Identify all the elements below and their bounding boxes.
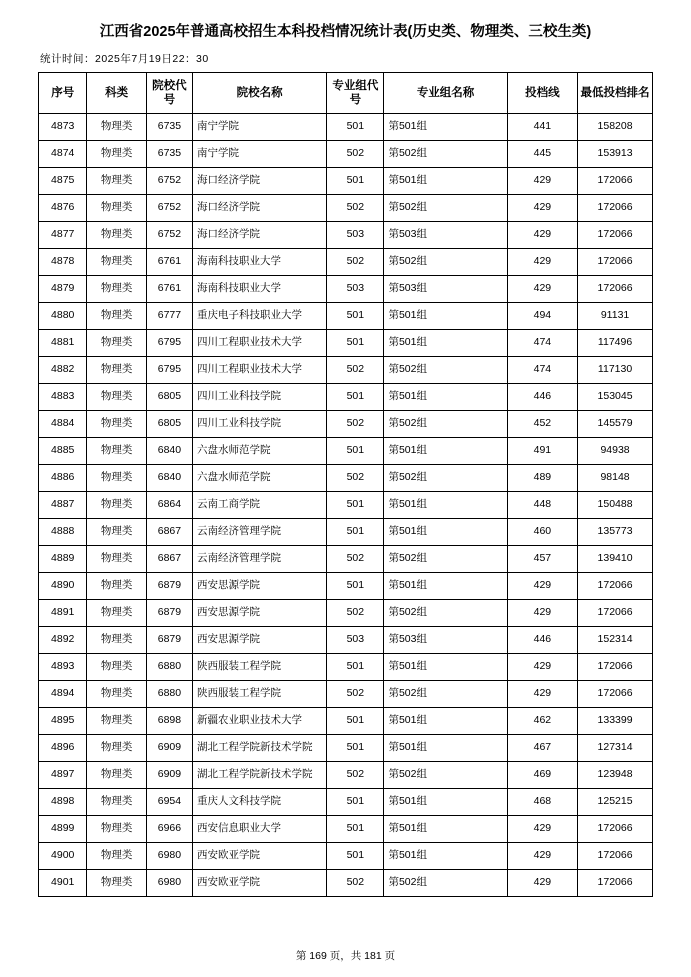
cell-lowest-rank: 172066	[578, 573, 653, 600]
cell-major-group-code: 501	[327, 519, 384, 546]
cell-school-code: 6966	[146, 816, 192, 843]
page-title: 江西省2025年普通高校招生本科投档情况统计表(历史类、物理类、三校生类)	[99, 24, 592, 40]
cell-major-group-code: 501	[327, 708, 384, 735]
cell-category: 物理类	[87, 168, 146, 195]
cell-lowest-rank: 91131	[578, 303, 653, 330]
table-row	[39, 816, 653, 843]
cell-school-name: 陕西服装工程学院	[193, 654, 327, 681]
cell-index: 4881	[39, 330, 87, 357]
cell-score-line: 429	[507, 168, 577, 195]
table-row	[39, 600, 653, 627]
cell-major-group-code: 501	[327, 303, 384, 330]
cell-school-name: 六盘水师范学院	[193, 438, 327, 465]
cell-lowest-rank: 172066	[578, 654, 653, 681]
cell-school-code: 6761	[146, 249, 192, 276]
cell-school-name: 海南科技职业大学	[193, 276, 327, 303]
table-row	[39, 276, 653, 303]
cell-category: 物理类	[87, 141, 146, 168]
cell-school-code: 6840	[146, 465, 192, 492]
cell-major-group-name: 第502组	[384, 546, 507, 573]
cell-lowest-rank: 153913	[578, 141, 653, 168]
cell-lowest-rank: 145579	[578, 411, 653, 438]
cell-lowest-rank: 139410	[578, 546, 653, 573]
cell-school-name: 南宁学院	[193, 141, 327, 168]
table-row	[39, 519, 653, 546]
cell-major-group-code: 502	[327, 465, 384, 492]
column-header-lowest-rank: 最低投档排名	[578, 73, 653, 114]
cell-score-line: 467	[507, 735, 577, 762]
cell-category: 物理类	[87, 114, 146, 141]
cell-category: 物理类	[87, 357, 146, 384]
cell-major-group-name: 第502组	[384, 681, 507, 708]
cell-score-line: 429	[507, 276, 577, 303]
cell-major-group-code: 501	[327, 330, 384, 357]
cell-index: 4896	[39, 735, 87, 762]
cell-lowest-rank: 98148	[578, 465, 653, 492]
cell-score-line: 429	[507, 600, 577, 627]
cell-major-group-name: 第501组	[384, 573, 507, 600]
cell-school-code: 6954	[146, 789, 192, 816]
table-row	[39, 546, 653, 573]
cell-major-group-name: 第501组	[384, 330, 507, 357]
cell-category: 物理类	[87, 762, 146, 789]
cell-category: 物理类	[87, 411, 146, 438]
cell-school-code: 6752	[146, 222, 192, 249]
cell-school-code: 6880	[146, 654, 192, 681]
cell-index: 4883	[39, 384, 87, 411]
cell-major-group-name: 第501组	[384, 384, 507, 411]
cell-school-name: 西安欧亚学院	[193, 843, 327, 870]
cell-major-group-name: 第503组	[384, 276, 507, 303]
cell-score-line: 429	[507, 573, 577, 600]
cell-school-code: 6735	[146, 141, 192, 168]
cell-index: 4901	[39, 870, 87, 897]
cell-school-name: 云南经济管理学院	[193, 546, 327, 573]
table-row	[39, 735, 653, 762]
cell-major-group-code: 503	[327, 276, 384, 303]
cell-index: 4879	[39, 276, 87, 303]
cell-category: 物理类	[87, 465, 146, 492]
cell-major-group-name: 第502组	[384, 141, 507, 168]
cell-school-name: 四川工业科技学院	[193, 411, 327, 438]
cell-major-group-code: 501	[327, 492, 384, 519]
cell-category: 物理类	[87, 249, 146, 276]
cell-major-group-code: 502	[327, 411, 384, 438]
column-header-score-line: 投档线	[507, 73, 577, 114]
cell-major-group-name: 第501组	[384, 654, 507, 681]
cell-index: 4882	[39, 357, 87, 384]
cell-score-line: 462	[507, 708, 577, 735]
cell-category: 物理类	[87, 222, 146, 249]
cell-school-code: 6752	[146, 168, 192, 195]
table-row	[39, 303, 653, 330]
table-row	[39, 357, 653, 384]
column-header-category: 科类	[87, 73, 146, 114]
cell-category: 物理类	[87, 843, 146, 870]
admission-table	[38, 72, 653, 897]
table-row	[39, 465, 653, 492]
cell-major-group-name: 第502组	[384, 195, 507, 222]
cell-major-group-name: 第502组	[384, 249, 507, 276]
cell-score-line: 457	[507, 546, 577, 573]
cell-school-name: 海南科技职业大学	[193, 249, 327, 276]
cell-major-group-code: 502	[327, 195, 384, 222]
cell-school-code: 6761	[146, 276, 192, 303]
cell-major-group-code: 501	[327, 789, 384, 816]
table-row	[39, 114, 653, 141]
cell-major-group-code: 503	[327, 627, 384, 654]
cell-major-group-code: 501	[327, 816, 384, 843]
table-row	[39, 627, 653, 654]
cell-school-name: 新疆农业职业技术大学	[193, 708, 327, 735]
cell-school-code: 6752	[146, 195, 192, 222]
cell-index: 4893	[39, 654, 87, 681]
cell-index: 4873	[39, 114, 87, 141]
cell-school-code: 6735	[146, 114, 192, 141]
cell-school-code: 6864	[146, 492, 192, 519]
cell-major-group-name: 第501组	[384, 303, 507, 330]
table-row	[39, 249, 653, 276]
cell-lowest-rank: 172066	[578, 222, 653, 249]
cell-major-group-name: 第501组	[384, 816, 507, 843]
table-row	[39, 492, 653, 519]
cell-index: 4884	[39, 411, 87, 438]
cell-school-code: 6879	[146, 600, 192, 627]
cell-lowest-rank: 172066	[578, 600, 653, 627]
cell-major-group-code: 502	[327, 681, 384, 708]
cell-lowest-rank: 152314	[578, 627, 653, 654]
cell-school-name: 四川工程职业技术大学	[193, 330, 327, 357]
cell-school-name: 重庆电子科技职业大学	[193, 303, 327, 330]
table-row	[39, 384, 653, 411]
cell-major-group-code: 503	[327, 222, 384, 249]
cell-index: 4892	[39, 627, 87, 654]
cell-school-name: 西安思源学院	[193, 573, 327, 600]
table-row	[39, 222, 653, 249]
table-row	[39, 843, 653, 870]
cell-score-line: 469	[507, 762, 577, 789]
cell-lowest-rank: 125215	[578, 789, 653, 816]
table-row	[39, 762, 653, 789]
cell-score-line: 429	[507, 870, 577, 897]
cell-index: 4894	[39, 681, 87, 708]
cell-score-line: 445	[507, 141, 577, 168]
table-row	[39, 330, 653, 357]
cell-category: 物理类	[87, 330, 146, 357]
cell-index: 4878	[39, 249, 87, 276]
cell-score-line: 460	[507, 519, 577, 546]
cell-major-group-code: 501	[327, 573, 384, 600]
cell-school-name: 湖北工程学院新技术学院	[193, 735, 327, 762]
cell-score-line: 429	[507, 816, 577, 843]
cell-major-group-name: 第501组	[384, 114, 507, 141]
cell-score-line: 489	[507, 465, 577, 492]
cell-index: 4900	[39, 843, 87, 870]
table-row	[39, 195, 653, 222]
cell-major-group-name: 第501组	[384, 735, 507, 762]
cell-score-line: 474	[507, 357, 577, 384]
cell-category: 物理类	[87, 492, 146, 519]
cell-major-group-name: 第501组	[384, 708, 507, 735]
cell-lowest-rank: 117496	[578, 330, 653, 357]
cell-school-code: 6898	[146, 708, 192, 735]
cell-lowest-rank: 172066	[578, 816, 653, 843]
cell-category: 物理类	[87, 303, 146, 330]
cell-major-group-code: 501	[327, 843, 384, 870]
cell-category: 物理类	[87, 519, 146, 546]
cell-index: 4886	[39, 465, 87, 492]
cell-major-group-name: 第501组	[384, 492, 507, 519]
cell-category: 物理类	[87, 195, 146, 222]
cell-index: 4887	[39, 492, 87, 519]
column-header-major-group-name: 专业组名称	[384, 73, 507, 114]
page-footer: 第 169 页，共 181 页	[295, 950, 396, 962]
cell-lowest-rank: 117130	[578, 357, 653, 384]
cell-index: 4897	[39, 762, 87, 789]
table-row	[39, 168, 653, 195]
cell-school-name: 云南经济管理学院	[193, 519, 327, 546]
cell-lowest-rank: 172066	[578, 195, 653, 222]
table-row	[39, 654, 653, 681]
cell-score-line: 441	[507, 114, 577, 141]
cell-major-group-code: 501	[327, 384, 384, 411]
cell-school-name: 陕西服装工程学院	[193, 681, 327, 708]
cell-index: 4898	[39, 789, 87, 816]
cell-major-group-code: 502	[327, 141, 384, 168]
cell-school-code: 6879	[146, 627, 192, 654]
cell-major-group-name: 第502组	[384, 411, 507, 438]
cell-category: 物理类	[87, 654, 146, 681]
cell-index: 4876	[39, 195, 87, 222]
cell-category: 物理类	[87, 546, 146, 573]
cell-category: 物理类	[87, 816, 146, 843]
cell-school-name: 西安欧亚学院	[193, 870, 327, 897]
cell-index: 4888	[39, 519, 87, 546]
cell-major-group-code: 502	[327, 357, 384, 384]
cell-score-line: 429	[507, 843, 577, 870]
cell-school-name: 南宁学院	[193, 114, 327, 141]
cell-school-code: 6879	[146, 573, 192, 600]
cell-major-group-code: 501	[327, 168, 384, 195]
cell-score-line: 429	[507, 654, 577, 681]
cell-major-group-code: 502	[327, 600, 384, 627]
cell-school-code: 6805	[146, 411, 192, 438]
cell-school-name: 西安思源学院	[193, 627, 327, 654]
cell-major-group-name: 第501组	[384, 843, 507, 870]
cell-index: 4895	[39, 708, 87, 735]
cell-category: 物理类	[87, 438, 146, 465]
table-body	[39, 114, 653, 897]
cell-lowest-rank: 150488	[578, 492, 653, 519]
cell-school-code: 6795	[146, 357, 192, 384]
cell-major-group-name: 第501组	[384, 438, 507, 465]
cell-school-name: 湖北工程学院新技术学院	[193, 762, 327, 789]
cell-index: 4889	[39, 546, 87, 573]
cell-school-name: 西安信息职业大学	[193, 816, 327, 843]
cell-major-group-code: 502	[327, 249, 384, 276]
cell-index: 4899	[39, 816, 87, 843]
table-row	[39, 870, 653, 897]
cell-major-group-name: 第503组	[384, 627, 507, 654]
cell-score-line: 429	[507, 195, 577, 222]
cell-school-code: 6805	[146, 384, 192, 411]
cell-lowest-rank: 135773	[578, 519, 653, 546]
cell-score-line: 446	[507, 627, 577, 654]
cell-lowest-rank: 172066	[578, 681, 653, 708]
statistics-time: 统计时间：2025年7月19日22：30	[40, 53, 209, 65]
cell-score-line: 474	[507, 330, 577, 357]
cell-lowest-rank: 127314	[578, 735, 653, 762]
cell-category: 物理类	[87, 789, 146, 816]
cell-index: 4875	[39, 168, 87, 195]
table-row	[39, 789, 653, 816]
table-row	[39, 708, 653, 735]
cell-major-group-name: 第502组	[384, 357, 507, 384]
cell-major-group-code: 502	[327, 762, 384, 789]
table-row	[39, 681, 653, 708]
cell-school-code: 6840	[146, 438, 192, 465]
cell-major-group-code: 501	[327, 114, 384, 141]
cell-school-code: 6909	[146, 735, 192, 762]
cell-major-group-code: 502	[327, 870, 384, 897]
cell-major-group-name: 第501组	[384, 168, 507, 195]
cell-major-group-code: 501	[327, 654, 384, 681]
cell-index: 4885	[39, 438, 87, 465]
cell-school-code: 6795	[146, 330, 192, 357]
cell-lowest-rank: 172066	[578, 249, 653, 276]
cell-lowest-rank: 133399	[578, 708, 653, 735]
cell-major-group-name: 第502组	[384, 870, 507, 897]
column-header-school-name: 院校名称	[193, 73, 327, 114]
cell-major-group-name: 第502组	[384, 600, 507, 627]
cell-school-name: 六盘水师范学院	[193, 465, 327, 492]
cell-school-name: 四川工业科技学院	[193, 384, 327, 411]
cell-major-group-name: 第502组	[384, 762, 507, 789]
cell-school-code: 6980	[146, 870, 192, 897]
cell-index: 4880	[39, 303, 87, 330]
cell-school-name: 海口经济学院	[193, 195, 327, 222]
cell-category: 物理类	[87, 681, 146, 708]
cell-school-name: 重庆人文科技学院	[193, 789, 327, 816]
cell-score-line: 468	[507, 789, 577, 816]
cell-index: 4874	[39, 141, 87, 168]
cell-index: 4891	[39, 600, 87, 627]
cell-school-name: 西安思源学院	[193, 600, 327, 627]
cell-lowest-rank: 172066	[578, 870, 653, 897]
table-row	[39, 141, 653, 168]
cell-lowest-rank: 172066	[578, 276, 653, 303]
cell-major-group-code: 502	[327, 546, 384, 573]
cell-category: 物理类	[87, 870, 146, 897]
column-header-index: 序号	[39, 73, 87, 114]
cell-lowest-rank: 172066	[578, 843, 653, 870]
cell-school-name: 云南工商学院	[193, 492, 327, 519]
cell-score-line: 429	[507, 681, 577, 708]
cell-score-line: 448	[507, 492, 577, 519]
cell-category: 物理类	[87, 384, 146, 411]
cell-score-line: 452	[507, 411, 577, 438]
cell-school-name: 海口经济学院	[193, 168, 327, 195]
cell-lowest-rank: 158208	[578, 114, 653, 141]
cell-index: 4890	[39, 573, 87, 600]
column-header-school-code: 院校代号	[146, 73, 192, 114]
cell-school-code: 6867	[146, 519, 192, 546]
cell-category: 物理类	[87, 573, 146, 600]
table-row	[39, 411, 653, 438]
column-header-major-group-code: 专业组代号	[327, 73, 384, 114]
cell-lowest-rank: 153045	[578, 384, 653, 411]
cell-category: 物理类	[87, 735, 146, 762]
cell-major-group-name: 第503组	[384, 222, 507, 249]
table-row	[39, 438, 653, 465]
cell-lowest-rank: 172066	[578, 168, 653, 195]
cell-category: 物理类	[87, 708, 146, 735]
cell-school-code: 6880	[146, 681, 192, 708]
table-row	[39, 573, 653, 600]
cell-index: 4877	[39, 222, 87, 249]
cell-major-group-code: 501	[327, 735, 384, 762]
cell-school-code: 6909	[146, 762, 192, 789]
cell-lowest-rank: 123948	[578, 762, 653, 789]
cell-school-code: 6980	[146, 843, 192, 870]
cell-major-group-code: 501	[327, 438, 384, 465]
cell-category: 物理类	[87, 276, 146, 303]
cell-school-name: 四川工程职业技术大学	[193, 357, 327, 384]
cell-score-line: 494	[507, 303, 577, 330]
cell-school-name: 海口经济学院	[193, 222, 327, 249]
cell-lowest-rank: 94938	[578, 438, 653, 465]
cell-score-line: 429	[507, 249, 577, 276]
cell-score-line: 429	[507, 222, 577, 249]
table-header-row	[39, 73, 653, 114]
cell-major-group-name: 第501组	[384, 789, 507, 816]
cell-score-line: 491	[507, 438, 577, 465]
cell-category: 物理类	[87, 627, 146, 654]
cell-major-group-name: 第501组	[384, 519, 507, 546]
cell-major-group-name: 第502组	[384, 465, 507, 492]
cell-school-code: 6867	[146, 546, 192, 573]
cell-category: 物理类	[87, 600, 146, 627]
cell-school-code: 6777	[146, 303, 192, 330]
cell-score-line: 446	[507, 384, 577, 411]
